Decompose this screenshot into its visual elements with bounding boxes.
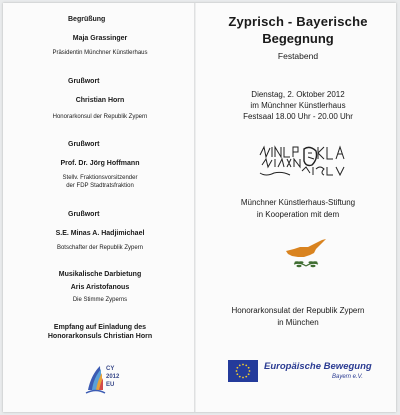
program-item-role: Präsidentin Münchner Künstlerhaus [52,50,148,56]
eu-star-icon [245,364,247,366]
eu-star-icon [239,364,241,366]
program-item-music [10,270,190,304]
event-date: Dienstag, 2. Oktober 2012 [251,90,345,99]
eu-star-icon [242,377,244,379]
reception-line-1: Empfang auf Einladung des [53,324,147,331]
program-item-role-line2: der FDP Stadtratsfraktion [66,183,134,189]
program-item-greeting [10,15,190,57]
program-item-role: Die Stimme Zyperns [72,297,128,303]
program-panel [10,0,190,409]
event-venue: im Münchner Künstlerhaus [250,101,346,110]
eu-flag-icon [228,360,258,382]
event-subtitle: Festabend [277,51,319,61]
eu-star-icon [239,376,241,378]
program-item-title: Grußwort [68,211,100,218]
program-item-address-2 [10,140,190,190]
event-time: Festsaal 18.00 Uhr - 20.00 Uhr [243,112,353,121]
consulate-info [200,305,396,329]
eu-star-icon [236,367,238,369]
kuenstlerhaus-logo [256,143,348,183]
reception-line-2: Honorarkonsuls Christian Horn [47,333,153,340]
eu-star-icon [236,370,238,372]
program-item-speaker: Maja Grassinger [72,35,128,42]
eu-star-icon [248,367,250,369]
program-item-speaker: Prof. Dr. Jörg Hoffmann [60,160,140,167]
program-item-title: Grußwort [68,141,100,148]
eu-star-icon [245,376,247,378]
program-item-role: Stellv. Fraktionsvorsitzender [62,175,138,181]
foundation-line-1: Münchner Künstlerhaus-Stiftung [240,198,356,207]
program-item-title: Grußwort [68,78,100,85]
eu-star-icon [248,373,250,375]
eu-star-icon [249,370,251,372]
fold-line [194,3,196,412]
event-title-line2: Begegnung [262,31,334,46]
consulate-line-2: in München [277,318,319,327]
cy-label: CY [106,366,115,372]
program-item-role: Botschafter der Republik Zypern [56,245,144,251]
foundation-line-2: in Kooperation mit dem [256,210,340,219]
eb-logo-subtitle: Bayern e.V. [332,374,363,380]
foundation-info [200,197,396,221]
eu-star-icon [242,364,244,366]
event-title-line1: Zyprisch - Bayerische [228,14,368,29]
program-item-address-3 [10,210,190,252]
eu-star-icon [236,373,238,375]
program-item-role: Honorarkonsul der Republik Zypern [52,114,148,120]
cy-year: 2012 [106,374,120,380]
program-item-performer: Aris Aristofanous [70,284,130,291]
cy2012-presidency-logo [84,360,126,396]
program-item-address-1 [10,77,190,121]
cyprus-flag-emblem [284,237,328,277]
program-item-speaker: Christian Horn [75,97,125,104]
program-item-speaker: S.E. Minas A. Hadjimichael [55,230,145,237]
consulate-line-1: Honorarkonsulat der Republik Zypern [231,306,365,315]
eb-logo-title: Europäische Bewegung [264,361,372,372]
program-item-title: Musikalische Darbietung [58,271,142,278]
event-details [200,89,396,122]
cy-eu: EU [106,382,115,388]
reception-note [10,323,190,341]
cover-panel [200,0,396,409]
program-item-title: Begrüßung [68,16,106,23]
